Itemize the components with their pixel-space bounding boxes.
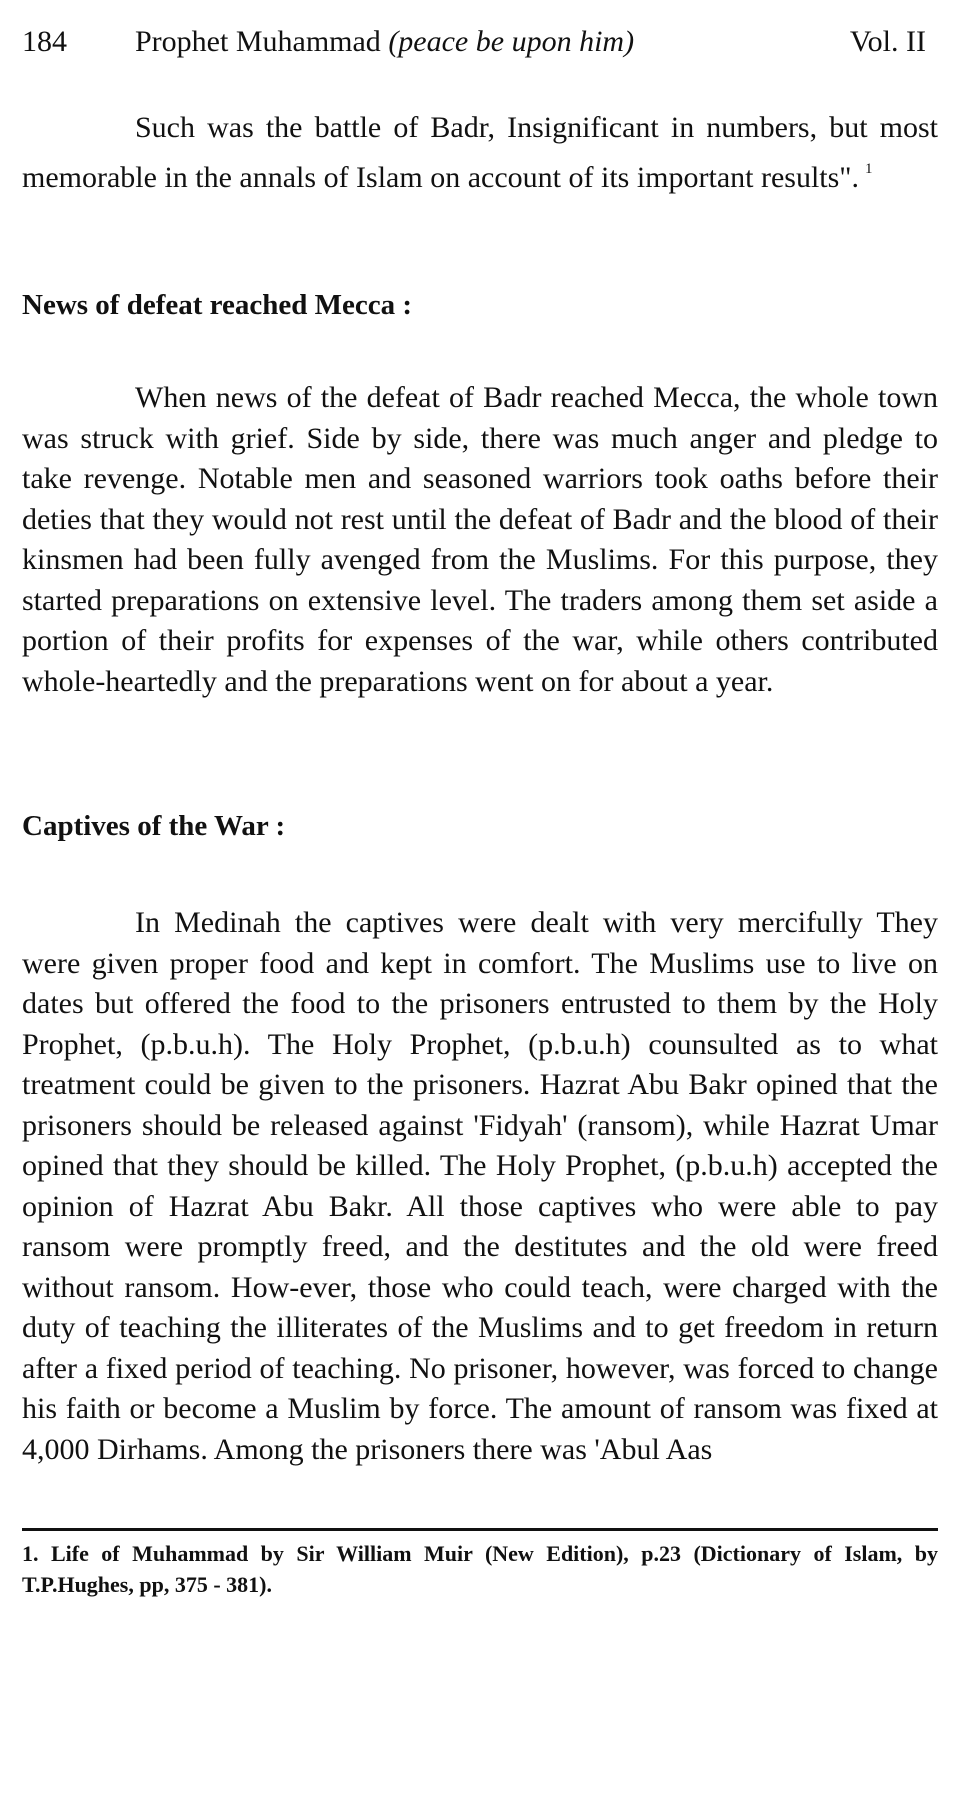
book-title — [135, 22, 634, 62]
paragraph-news-of-defeat: When news of the defeat of Badr reached Mecca, the whole town was struck with grief. Side by side, there was much anger and pledge to take revenge. Notable men and seasoned warriors took oaths before their deties that they would not rest until the defeat of Badr and the blood of their kinsmen had been fully avenged from the Muslims. For this purpose, they started preparations on extensive level. The traders among them set aside a portion of their profits for expenses of the war, while others contributed whole-heartedly and the preparations went on for about a year. — [22, 381, 938, 698]
volume-label: Vol. II — [849, 25, 926, 58]
section-heading-news-of-defeat: News of defeat reached Mecca : — [22, 289, 412, 321]
book-title-main: Prophet Muhammad — [135, 25, 381, 58]
book-title-italic: (peace be upon him) — [388, 25, 635, 58]
intro-paragraph — [22, 108, 938, 198]
running-header — [22, 22, 938, 62]
footnote-divider — [22, 1528, 938, 1531]
section-heading-captives: Captives of the War : — [22, 810, 286, 842]
footnote-reference: 1 — [865, 160, 873, 177]
paragraph-captives: In Medinah the captives were dealt with very mercifully They were given proper food and kept in comfort. The Muslims use to live on dates but offered the food to the prisoners entrusted to them by the Holy Prophet, (p.b.u.h). The Holy Prophet, (p.b.u.h) counsulted as to what treatment could be given to the prisoners. Hazrat Abu Bakr opined that the prisoners should be released against 'Fidyah' (ransom), while Hazrat Umar opined that they should be killed. The Holy Prophet, (p.b.u.h) accepted the opinion of Hazrat Abu Bakr. All those captives who were able to pay ransom were promptly freed, and the destitutes and the old were freed without ransom. How-ever, those who could teach, were charged with the duty of teaching the illiterates of the Muslims and to get freedom in return after a fixed period of teaching. No prisoner, however, was forced to change his faith or become a Muslim by force. The amount of ransom was fixed at 4,000 Dirhams. Among the prisoners there was 'Abul Aas — [22, 906, 938, 1466]
footnote: 1. Life of Muhammad by Sir William Muir (New Edition), p.23 (Dictionary of Islam, by T.P.Hughes, pp, 375 - 381). — [22, 1541, 938, 1597]
intro-paragraph-text: Such was the battle of Badr, Insignificant in numbers, but most memorable in the annals of Islam on account of its important results". — [22, 111, 938, 194]
page-number: 184 — [22, 25, 67, 58]
